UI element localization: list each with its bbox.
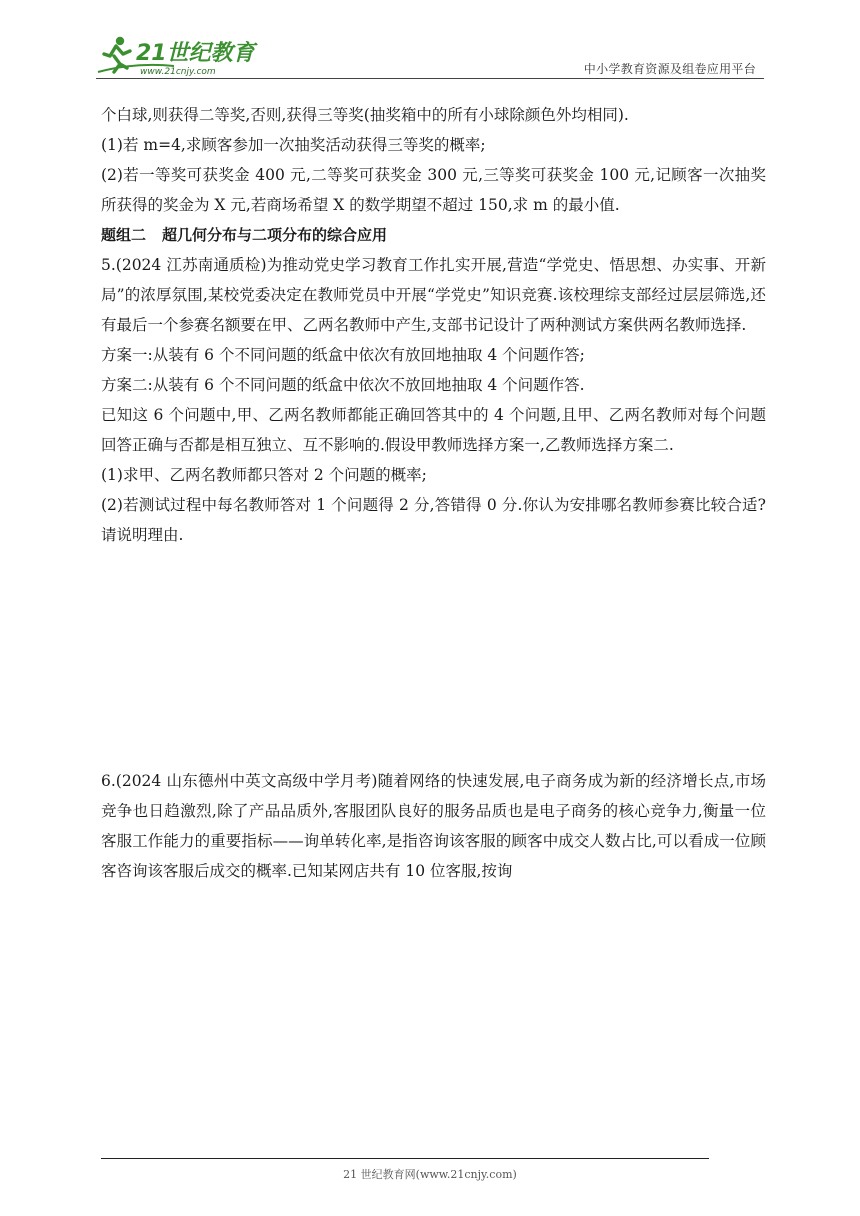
- q4-part1: (1)若 m=4,求顾客参加一次抽奖活动获得三等奖的概率;: [101, 136, 486, 154]
- q5-part1: (1)求甲、乙两名教师都只答对 2 个问题的概率;: [101, 466, 427, 484]
- q5-stem: 5.(2024 江苏南通质检)为推动党史学习教育工作扎实开展,营造“学党史、悟思想、办实事、开新局”的浓厚氛围,某校党委决定在教师党员中开展“学党史”知识竞赛.该校理综支部经过层层筛选,还有最后一个参赛名额要在甲、乙两名教师中产生,支部书记设计了两种测试方案供两名教师选择.: [101, 256, 766, 334]
- footer-divider: [101, 1158, 709, 1159]
- site-name: 中小学教育资源及组卷应用平台: [583, 62, 756, 76]
- section-title: 超几何分布与二项分布的综合应用: [162, 226, 388, 244]
- q6-stem: 6.(2024 山东德州中英文高级中学月考)随着网络的快速发展,电子商务成为新的经济增长点,市场竞争也日趋激烈,除了产品品质外,客服团队良好的服务品质也是电子商务的核心竞争力,衡量一位客服工作能力的重要指标——询单转化率,是指咨询该客服的顾客中成交人数占比,可以看成一位顾客咨询该客服后成交的概率.已知某网店共有 10 位客服,按询: [101, 772, 766, 880]
- q5-plan2: 方案二:从装有 6 个不同问题的纸盒中依次不放回地抽取 4 个问题作答.: [101, 376, 585, 394]
- q5-plan1: 方案一:从装有 6 个不同问题的纸盒中依次有放回地抽取 4 个问题作答;: [101, 346, 585, 364]
- site-logo: [96, 32, 266, 78]
- header-divider: [96, 78, 764, 79]
- section-heading: [101, 220, 766, 250]
- document-body: [101, 100, 766, 886]
- section-label: 题组二: [101, 226, 147, 244]
- logo-text: 21世纪教育: [136, 41, 255, 66]
- footer-text: 21 世纪教育网(www.21cnjy.com): [343, 1168, 517, 1181]
- page-header: [96, 32, 764, 78]
- q5-part2: (2)若测试过程中每名教师答对 1 个问题得 2 分,答错得 0 分.你认为安排哪名教师参赛比较合适?请说明理由.: [101, 496, 766, 544]
- q4-continued-line: 个白球,则获得二等奖,否则,获得三等奖(抽奖箱中的所有小球除颜色外均相同).: [101, 106, 629, 124]
- q5-condition: 已知这 6 个问题中,甲、乙两名教师都能正确回答其中的 4 个问题,且甲、乙两名教师对每个问题回答正确与否都是相互独立、互不影响的.假设甲教师选择方案一,乙教师选择方案二.: [101, 406, 766, 454]
- q4-part2: (2)若一等奖可获奖金 400 元,二等奖可获奖金 300 元,三等奖可获奖金 100 元,记顾客一次抽奖所获得的奖金为 X 元,若商场希望 X 的数学期望不超过 150,求 m 的最小值.: [101, 166, 766, 214]
- logo-url: www.21cnjy.com: [140, 67, 216, 77]
